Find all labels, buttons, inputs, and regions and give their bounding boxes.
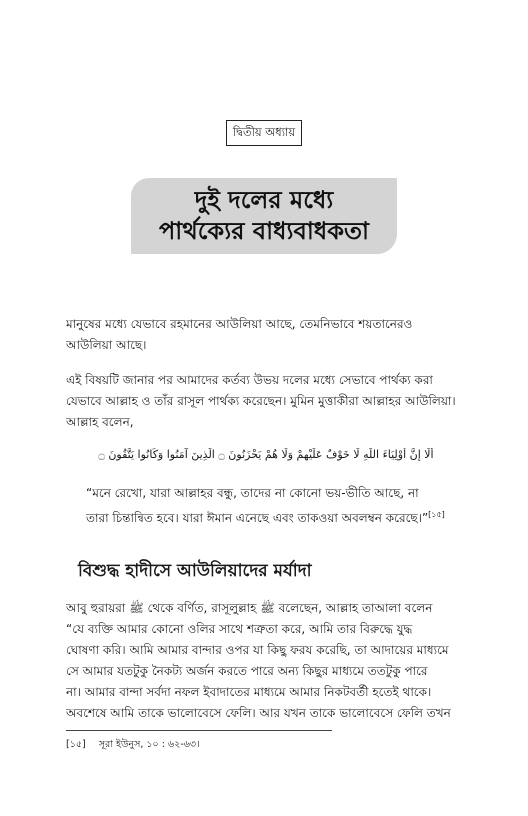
paragraph-line: “যে ব্যক্তি আমার কোনো ওলির সাথে শত্রুতা করে, আমি তার বিরুদ্ধে যুদ্ধ	[66, 622, 413, 636]
paragraph-line: সে আমার যতটুকু নৈকট্য অর্জন করতে পারে অন্য কিছুর মাধ্যমে ততটুকু পারে	[66, 664, 428, 678]
paragraph-line: এই বিষয়টি জানার পর আমাদের কর্তব্য উভয় দলের মধ্যে সেভাবে পার্থক্য করা	[66, 373, 433, 387]
paragraph-hadith	[66, 598, 466, 724]
paragraph-line: যেভাবে আল্লাহ ও তাঁর রাসূল পার্থক্য করেছেন। মুমিন মুত্তাকীরা আল্লাহর আউলিয়া।	[66, 394, 456, 408]
arabic-verse: أَلَا إِنَّ أَوْلِيَاءَ اللَّهِ لَا خَوْفٌ عَلَيْهِمْ وَلَا هُمْ يَحْزَنُونَ ۝ الَّذِينَ آمَنُوا وَكَانُوا يَتَّقُونَ ۝	[98, 448, 434, 461]
paragraph-line: আল্লাহ বলেন,	[66, 415, 134, 429]
paragraph-difference	[66, 370, 466, 433]
paragraph-line: মানুষের মধ্যে যেভাবে রহমানের আউলিয়া আছে, তেমনিভাবে শয়তানেরও	[66, 317, 413, 331]
footnote-number: [১৫]	[66, 739, 86, 750]
footnote	[66, 738, 446, 753]
paragraph-line: আবু হুরায়রা ﷺ থেকে বর্ণিত, রাসূলুল্লাহ ﷺ বলেছেন, আল্লাহ তাআলা বলেন	[66, 601, 433, 615]
footnote-ref: [১৫]	[428, 510, 445, 519]
translation-text: তারা চিন্তান্বিত হবে। যারা ঈমান এনেছে এবং তাকওয়া অবলম্বন করেছে।”	[86, 511, 429, 525]
verse-translation	[86, 483, 466, 525]
translation-line: “মনে রেখো, যারা আল্লাহর বন্ধু, তাদের না কোনো ভয়-ভীতি আছে, না	[86, 486, 419, 500]
chapter-title-line-2: পার্থক্যের বাধ্যবাধকতা	[159, 217, 369, 245]
chapter-title	[131, 178, 397, 254]
footnote-divider	[66, 730, 332, 731]
chapter-title-line-1: দুই দলের মধ্যে	[194, 186, 334, 214]
section-title: বিশুদ্ধ হাদীসে আউলিয়াদের মর্যাদা	[78, 561, 312, 581]
paragraph-line: আউলিয়া আছে।	[66, 338, 147, 352]
paragraph-line: অবশেষে আমি তাকে ভালোবেসে ফেলি। আর যখন তাকে ভালোবেসে ফেলি তখন	[66, 706, 451, 720]
translation-line	[86, 504, 466, 525]
paragraph-line: না। আমার বান্দা সর্বদা নফল ইবাদাতের মাধ্যমে আমার নিকটবর্তী হতেই থাকে।	[66, 685, 432, 699]
chapter-label	[226, 120, 302, 146]
chapter-label-text: দ্বিতীয় অধ্যায়	[232, 124, 296, 139]
paragraph-line: ঘোষণা করি। আমি আমার বান্দার ওপর যা কিছু ফরয করেছি, তা আদায়ের মাধ্যমে	[66, 643, 449, 657]
footnote-text: সূরা ইউনুস, ১০ : ৬২-৬৩।	[98, 739, 200, 750]
paragraph-intro	[66, 314, 466, 356]
